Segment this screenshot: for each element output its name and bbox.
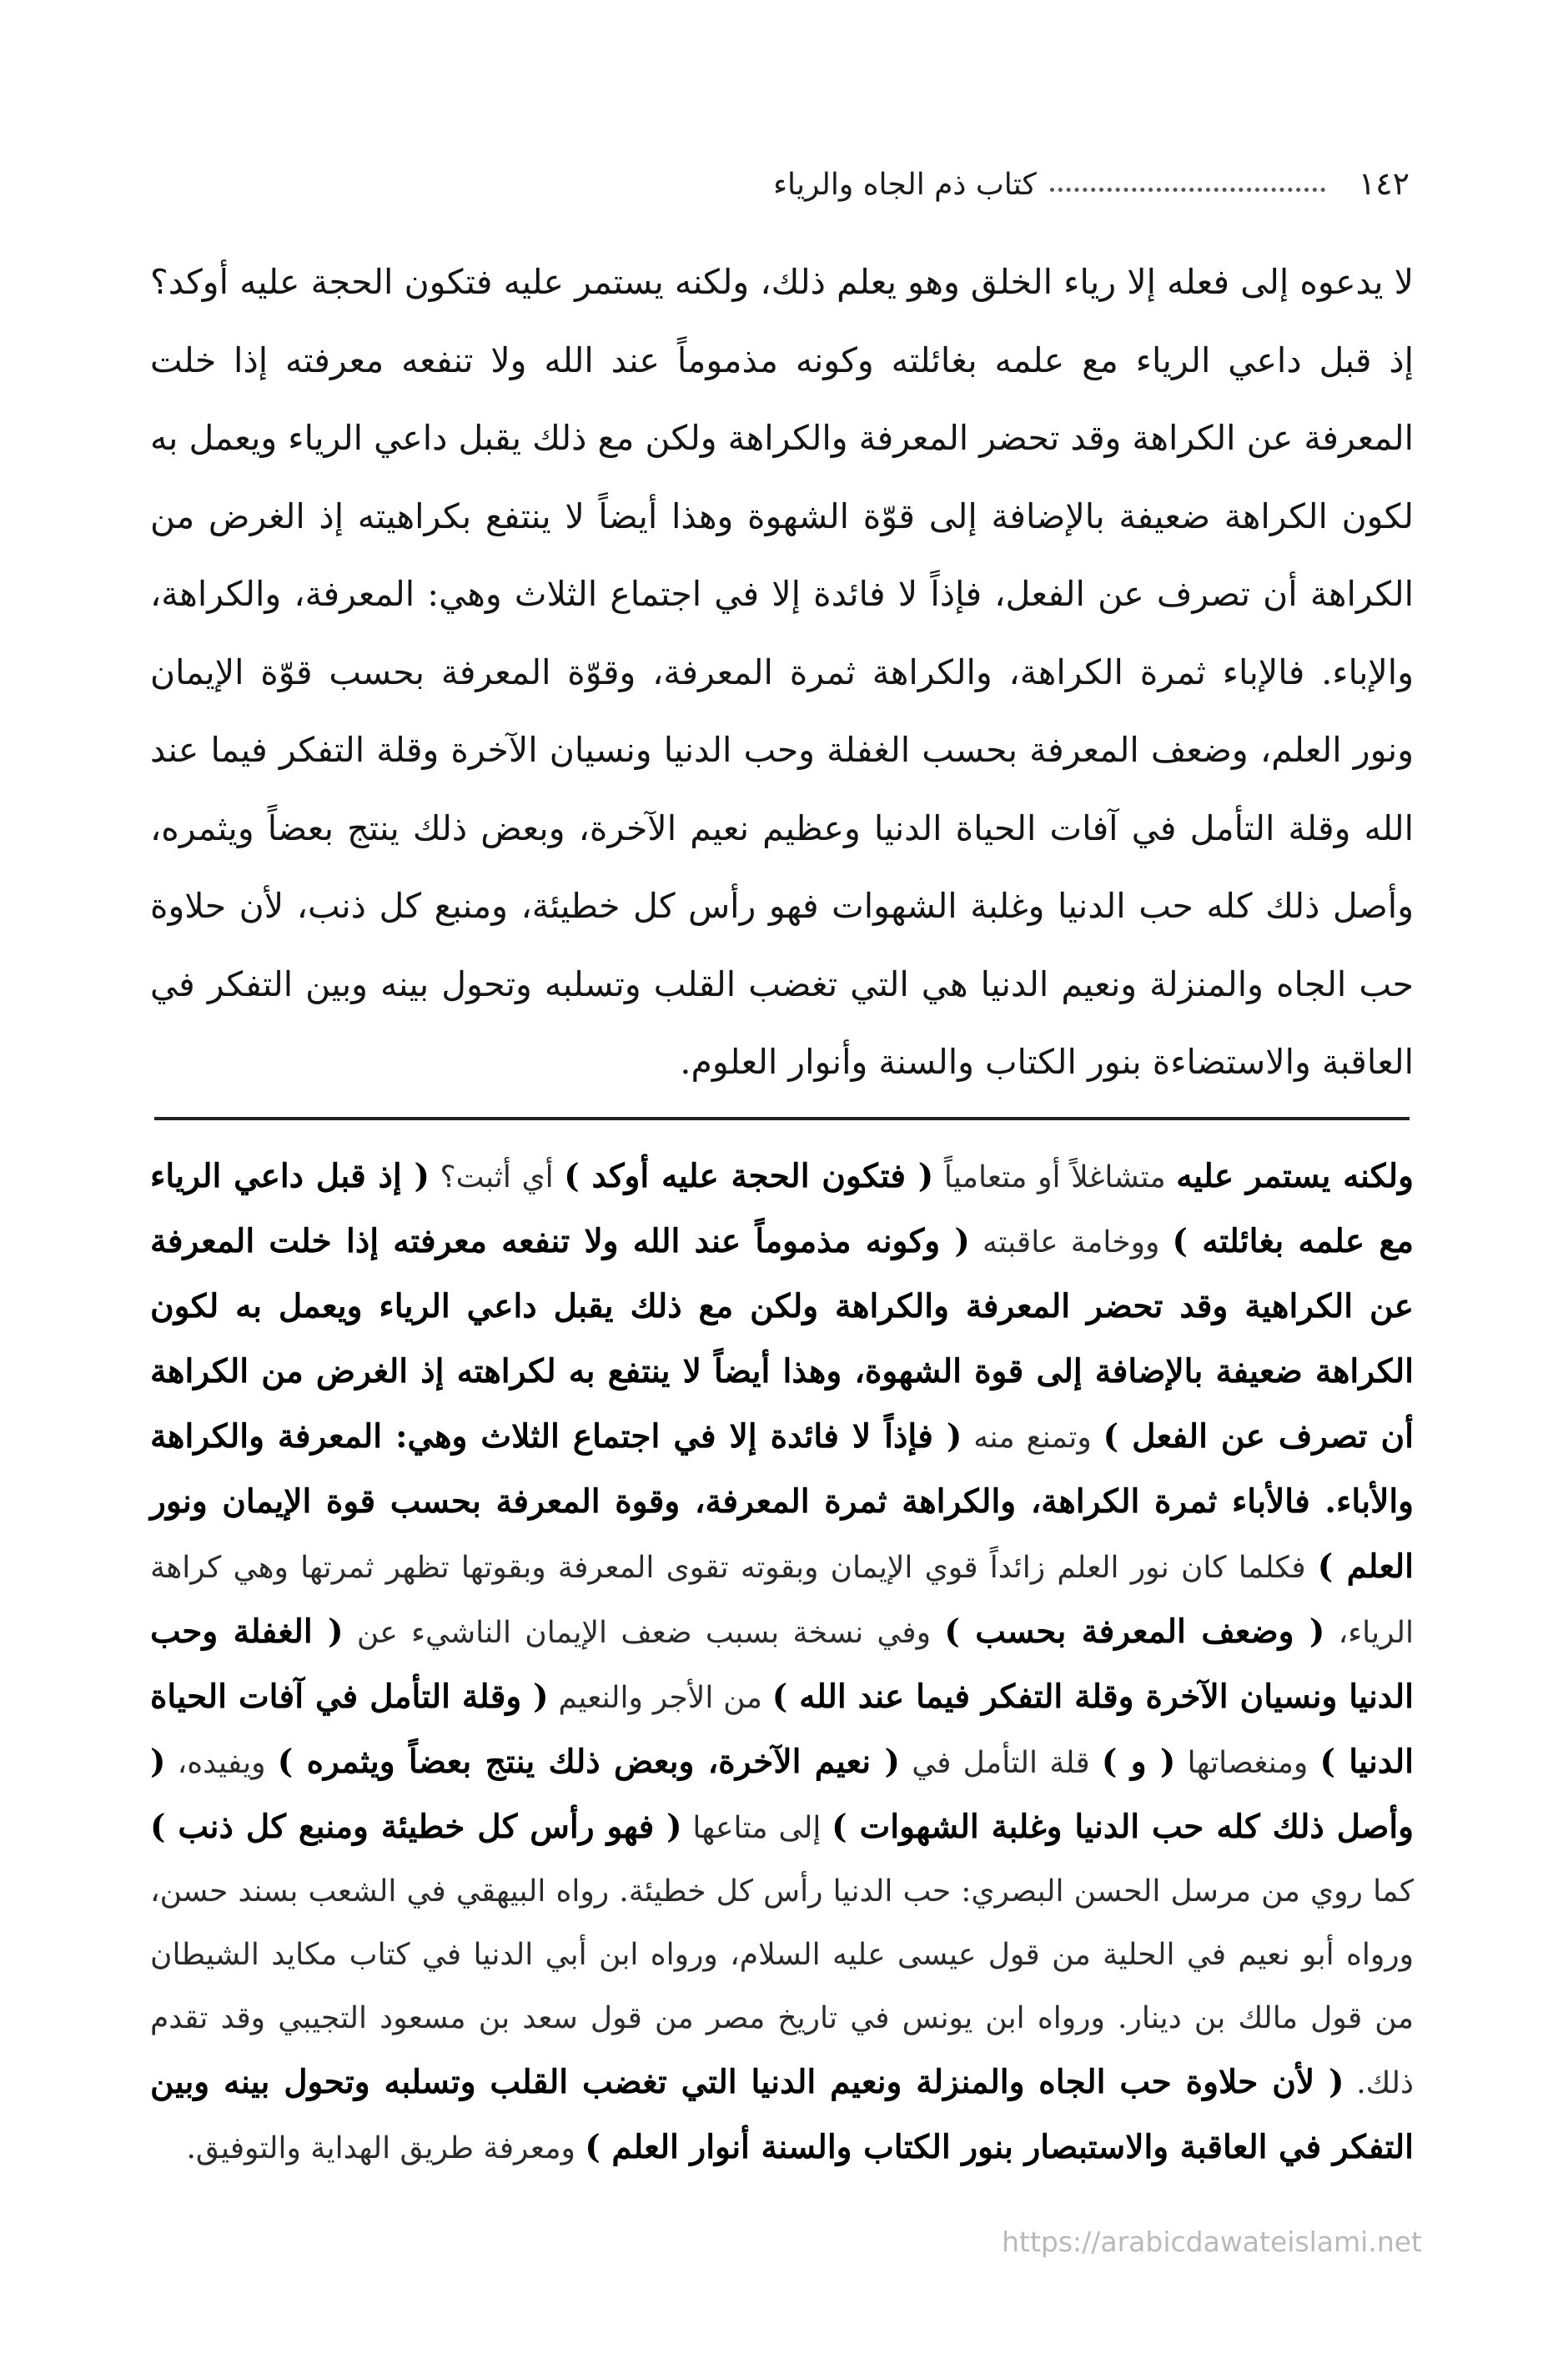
commentary-text: ووخامة عاقبته (969, 1225, 1173, 1260)
commentary-paragraph (150, 1144, 1414, 2180)
quoted-source-text: ( وكونه مذموماً عند الله ولا تنفعه معرفته إذا خلت المعرفة عن الكراهية وقد تحضر المعرفة والكراهة ولكن مع ذلك يقبل داعي الرياء ويعمل به لكون الكراهة ضعيفة بالإضافة إلى قوة الشهوة، وهذا أيضاً لا ينتفع به لكراهته إذ الغرض من الكراهة أن تصرف عن الفعل ) (150, 1222, 1414, 1456)
commentary-text: من الأجر والنعيم (548, 1681, 772, 1715)
main-paragraph: لا يدعوه إلى فعله إلا رياء الخلق وهو يعلم ذلك، ولكنه يستمر عليه فتكون الحجة عليه أوكد؟ إذ قبل داعي الرياء مع علمه بغائلته وكونه مذموماً عند الله ولا تنفعه معرفته إذا خلت المعرفة عن الكراهة وقد تحضر المعرفة والكراهة ولكن مع ذلك يقبل داعي الرياء ويعمل به لكون الكراهة ضعيفة بالإضافة إلى قوّة الشهوة وهذا أيضاً لا ينتفع بكراهيته إذ الغرض من الكراهة أن تصرف عن الفعل، فإذاً لا فائدة إلا في اجتماع الثلاث وهي: المعرفة، والكراهة، والإباء. فالإباء ثمرة الكراهة، والكراهة ثمرة المعرفة، وقوّة المعرفة بحسب قوّة الإيمان ونور العلم، وضعف المعرفة بحسب الغفلة وحب الدنيا ونسيان الآخرة وقلة التفكر فيما عند الله وقلة التأمل في آفات الحياة الدنيا وعظيم نعيم الآخرة، وبعض ذلك ينتج بعضاً ويثمره، وأصل ذلك كله حب الدنيا وغلبة الشهوات فهو رأس كل خطيئة، ومنبع كل ذنب، لأن حلاوة حب الجاه والمنزلة ونعيم الدنيا هي التي تغضب القلب وتسلبه وتحول بينه وبين التفكر في العاقبة والاستضاءة بنور الكتاب والسنة وأنوار العلوم. (150, 262, 1414, 1082)
quoted-source-text: ولكنه يستمر عليه (1176, 1157, 1415, 1195)
commentary-text: ويفيده، (165, 1746, 278, 1780)
book-title: كتاب ذم الجاه والرياء (773, 168, 1037, 202)
commentary-text: متشاغلاً أو متعامياً (933, 1160, 1177, 1195)
main-text-block (150, 244, 1414, 1102)
commentary-text: قلة التأمل في (899, 1746, 1102, 1780)
commentary-text: أي أثبت؟ (429, 1160, 565, 1195)
watermark-url: https://arabicdawateislami.net (1002, 2226, 1422, 2258)
header-dotted-leader (1050, 188, 1325, 192)
quoted-source-text: ( فهو رأس كل خطيئة ومنبع كل ذنب ) (150, 1808, 682, 1846)
commentary-text: فكلما كان نور العلم زائداً قوي الإيمان وبقوته تقوى المعرفة وبقوتها تظهر ثمرتها وهي كراهة الرياء، (150, 1551, 1415, 1650)
running-header (154, 143, 1410, 202)
page-number: ١٤٢ (1358, 165, 1410, 202)
commentary-block (150, 1144, 1414, 2180)
footnote-separator (154, 1117, 1410, 1120)
commentary-text: ومنغصاتها (1175, 1746, 1320, 1780)
quoted-source-text: ( و ) (1101, 1743, 1176, 1781)
quoted-source-text: ( وضعف المعرفة بحسب ) (944, 1612, 1325, 1651)
quoted-source-text: ( نعيم الآخرة، وبعض ذلك ينتج بعضاً ويثمره ) (277, 1743, 900, 1781)
quoted-source-text: ( وقلة التأمل في آفات الحياة الدنيا ) (150, 1677, 1414, 1781)
commentary-text: كما روي من مرسل الحسن البصري: حب الدنيا رأس كل خطيئة. رواه البيهقي في الشعب بسند حسن، ورواه أبو نعيم في الحلية من قول عيسى عليه السلام، ورواه ابن أبي الدنيا في كتاب مكايد الشيطان من قول مالك بن دينار. ورواه ابن يونس في تاريخ مصر من قول سعد بن مسعود التجيبي وقد تقدم ذلك. (150, 1874, 1414, 2100)
commentary-text: إلى متاعها (681, 1811, 832, 1845)
quoted-source-text: ( إذ قبل داعي الرياء مع علمه بغائلته ) (150, 1157, 1415, 1260)
quoted-source-text: ( فإذاً لا فائدة إلا في اجتماع الثلاث وهي: المعرفة والكراهة والأباء. فالأباء ثمرة الكراهة، والكراهة ثمرة المعرفة، وقوة المعرفة بحسب قوة الإيمان ونور العلم ) (150, 1417, 1414, 1586)
quoted-source-text: ( الغفلة وحب الدنيا ونسيان الآخرة وقلة التفكر فيما عند الله ) (150, 1612, 1414, 1716)
quoted-source-text: ( وأصل ذلك كله حب الدنيا وغلبة الشهوات ) (150, 1743, 1415, 1846)
commentary-text: وفي نسخة بسبب ضعف الإيمان الناشيء عن (343, 1616, 945, 1650)
quoted-source-text: ( لأن حلاوة حب الجاه والمنزلة ونعيم الدنيا التي تغضب القلب وتسلبه وتحول بينه وبين التفكر في العاقبة والاستبصار بنور الكتاب والسنة أنوار العلم ) (150, 2063, 1414, 2166)
commentary-text: ومعرفة طريق الهداية والتوفيق. (186, 2131, 585, 2165)
quoted-source-text: ( فتكون الحجة عليه أوكد ) (564, 1157, 934, 1195)
commentary-text: وتمنع منه (962, 1421, 1103, 1455)
